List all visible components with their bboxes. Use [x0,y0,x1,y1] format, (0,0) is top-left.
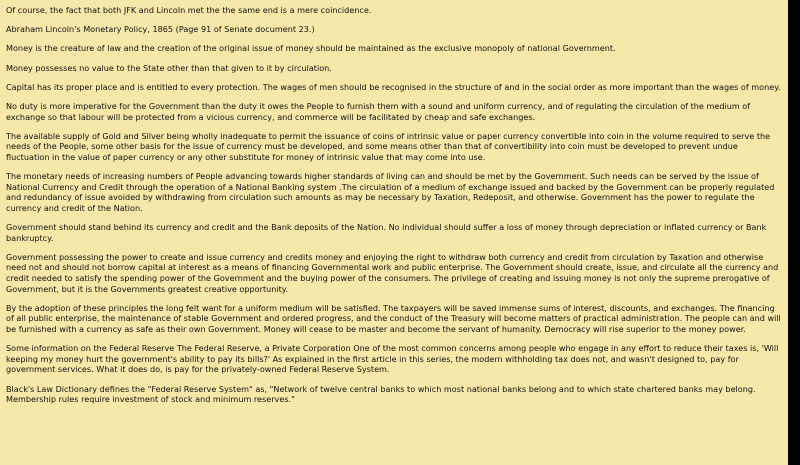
paragraph: No duty is more imperative for the Government than the duty it owes the People to furnish them with a sound and uniform currency, and of regulating the circulation of the medium of exchange so that labour will be protected from a vicious currency, and commerce will be facilitated by cheap and safe exchanges. [6,100,751,122]
paragraph: Of course, the fact that both JFK and Lincoln met the the same end is a mere coincidence. [6,5,372,15]
paragraph: Some information on the Federal Reserve The Federal Reserve, a Private Corporation One of the most common concerns among people who engage in any effort to reduce their taxes is, 'Will keeping my money hurt the government's ability to pay its bills?' As explained in the first article in this series, the modern withholding tax does not, and wasn't designed to, pay for government services. What it does do, is pay for the privately-owned Federal Reserve System. [6,343,779,375]
paragraph: Black's Law Dictionary defines the "Federal Reserve System" as, "Network of twelve central banks to which most national banks belong and to which state chartered banks may belong. Membership rules require investment of stock and minimum reserves." [6,383,756,405]
paragraph: Money possesses no value to the State other than that given to it by circulation. [6,62,332,73]
right-border [788,0,800,465]
document-text [6,5,782,413]
paragraph: The monetary needs of increasing numbers of People advancing towards higher standards of living can and should be met by the Government. Such needs can be served by the issue of National Currency and Credit through the operation of a National Banking system .The circulation of a medium of exchange issued and backed by the Government can be properly regulated and redundancy of issue avoided by withdrawing from circulation such amounts as may be necessary by Taxation, Redeposit, and otherwise. Government has the power to regulate the currency and credit of the Nation. [6,171,775,213]
paragraph: Money is the creature of law and the creation of the original issue of money should be maintained as the exclusive monopoly of national Government. [6,43,616,54]
paragraph: Abraham Lincoln's Monetary Policy, 1865 (Page 91 of Senate document 23.) [6,24,315,35]
paragraph: By the adoption of these principles the long felt want for a uniform medium will be satisfied. The taxpayers will be saved immense sums of interest, discounts, and exchanges. The financing of all public enterprise, the maintenance of stable Government and ordered progress, and the conduct of the Treasury will become matters of practical administration. The people can and will be furnished with a currency as safe as their own Government. Money will cease to be master and become the servant of humanity. Democracy will rise superior to the money power. [6,302,781,334]
paragraph: Capital has its proper place and is entitled to every protection. The wages of men should be recognised in the structure of and in the social order as more important than the wages of money. [6,81,781,92]
paragraph: Government possessing the power to create and issue currency and credits money and enjoying the right to withdraw both currency and credit from circulation by Taxation and otherwise need not and should not borrow capital at interest as a means of financing Governmental work and public enterprise. The Government should create, issue, and circulate all the currency and credit needed to satisfy the spending power of the Government and the buying power of the consumers. The privilege of creating and issuing money is not only the supreme prerogative of Government, but it is the Governments greatest creative opportunity. [6,251,779,294]
paragraph: Government should stand behind its currency and credit and the Bank deposits of the Nation. No individual should suffer a loss of money through depreciation or inflated currency or Bank bankruptcy. [6,222,767,243]
paragraph: The available supply of Gold and Silver being wholly inadequate to permit the issuance of coins of intrinsic value or paper currency convertible into coin in the volume required to serve the needs of the People, some other basis for the issue of currency must be developed, and some means other than that of convertibility into coin must be developed to prevent undue fluctuation in the value of paper currency or any other substitute for money of intrinsic value that may come into use. [6,130,771,162]
